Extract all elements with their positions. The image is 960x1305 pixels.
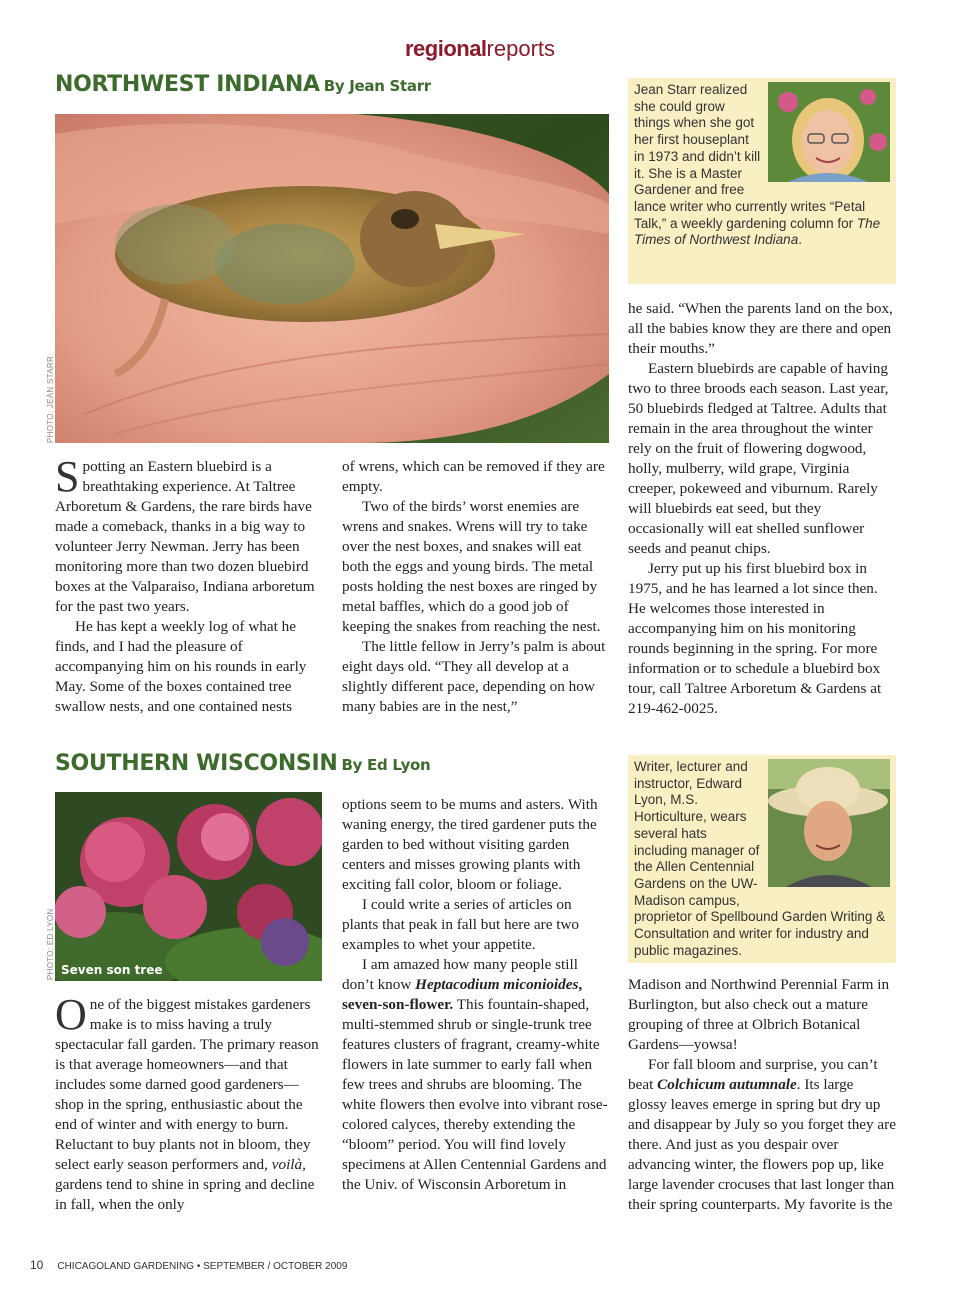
sw-title-block [55,751,430,776]
section-header [0,36,960,62]
seven-son-tree-photo [55,792,322,981]
nw-sidebar-text: Jean Starr realized she could grow things when she got her first houseplant in 1973 and didn’t kill it. She is a Master Gardener and free lance writer who currently writes “Petal Talk,” a weekly gardening column for [634,82,866,231]
nw-column-3 [628,299,896,719]
sw-column-1 [55,990,321,1215]
nw-dropcap: S [55,452,80,501]
page-footer [30,1258,347,1272]
sw-col3-p2a: For fall bloom and surprise, you can’t beat [628,1056,878,1093]
sw-col2-p2: I could write a series of articles on plants that peak in fall but here are two examples to whet your appetite. [342,896,580,953]
jean-starr-portrait [768,82,890,187]
nw-column-1 [55,452,321,717]
nw-sidebar-end: . [798,232,802,248]
nw-col3-p3: Jerry put up his first bluebird box in 1975, and he has learned a lot since then. He welcomes those interested in accompanying him on his monitoring rounds beginning in the spring. For more information or to schedule a bluebird box tour, call Taltree Arboretum & Gardens at 219-462-0025. [628,560,882,717]
header-light: reports [486,36,556,61]
nw-col2-p2: Two of the birds’ worst enemies are wrens and snakes. Wrens will try to take over the nest boxes, and snakes will eat both the eggs and young birds. The metal posts holding the nest boxes are ringed by metal baffles, which do a good job of keeping the snakes from reaching the nest. [342,498,601,635]
bluebird-photo [55,114,609,443]
flower-illustration [55,792,322,981]
nw-col3-p1: he said. “When the parents land on the box, all the babies know they are there and open their mouths.” [628,300,893,357]
header-bold: regional [404,36,487,61]
nw-col1-p2: He has kept a weekly log of what he finds, and I had the pleasure of accompanying him on his rounds in early May. Some of the boxes contained tree swallow nests, and one contained nests [55,618,307,715]
sw-col1-p1b: , gardens tend to shine in spring and decline in fall, when the only [55,1156,315,1213]
nw-sidebar-italic: The Times of Northwest Indiana [634,215,881,248]
sw-col3-p1: Madison and Northwind Perennial Farm in Burlington, but also check out a mature grouping of three at Olbrich Botanical Gardens—yowsa! [628,976,890,1053]
jean-starr-illustration [768,82,890,182]
sw-photo-credit: PHOTO: ED LYON [46,908,55,980]
sw-col1-p1i: voilà [271,1156,303,1173]
sw-sidebar-bio: Writer, lecturer and instructor, Edward Lyon, M.S. Horticulture, wears several hats including manager of the Allen Centennial Gardens on the UW-Madison campus, proprietor of Spellbound Garden Writing & Consultation and writer for industry and public magazines. [634,759,886,958]
nw-title-block [55,72,431,97]
sw-column-3 [628,975,896,1215]
bluebird-illustration [55,114,609,443]
sw-title: SOUTHERN WISCONSIN [55,751,338,776]
page-number: 10 [30,1258,44,1272]
footer-text: CHICAGOLAND GARDENING • SEPTEMBER / OCTOBER 2009 [57,1261,348,1272]
sw-col2-p3a: I am amazed how many people still don’t know [342,956,578,993]
ed-lyon-illustration [768,759,890,887]
sw-author-sidebar [628,755,896,963]
sw-col2-p3c: This fountain-shaped, multi-stemmed shrub or single-trunk tree features clusters of fragrant, creamy-white flowers in late summer to early fall when few trees and shrubs are blooming. The white flowers then evolve into vibrant rose-colored calyces, thereby extending the “bloom” period. You will find lovely specimens at Allen Centennial Gardens and the Univ. of Wisconsin Arboretum in [342,996,608,1193]
sw-col2-p3b: , seven-son-flower. [342,976,583,1013]
nw-byline: By Jean Starr [323,77,431,95]
sw-col3-p2b: . Its large glossy leaves emerge in spring but dry up and disappear by July so you forget they are there. And just as you despair over advancing winter, the flowers pop up, like large lavender crocuses that last longer than their spring counterparts. My favorite is the [628,1076,896,1213]
nw-col1-p1: potting an Eastern bluebird is a breathtaking experience. At Taltree Arboretum & Gardens, the rare birds have made a comeback, thanks in a big way to volunteer Jerry Newman. Jerry has been monitoring more than two dozen bluebird boxes at the Valparaiso, Indiana arboretum for the past two years. [55,458,315,615]
nw-author-sidebar [628,78,896,284]
sw-column-2 [342,795,608,1195]
nw-column-2 [342,457,608,717]
sw-col2-p3i: Heptacodium miconioides [415,976,579,993]
nw-photo-credit: PHOTO: JEAN STARR [46,355,55,443]
nw-title: NORTHWEST INDIANA [55,72,320,97]
sw-dropcap: O [55,990,87,1039]
nw-col3-p2: Eastern bluebirds are capable of having two to three broods each season. Last year, 50 bluebirds fledged at Taltree. Adults that remain in the area throughout the winter rely on the fruit of flowering dogwood, holly, mulberry, wild grape, Virginia creeper, pokeweed and viburnum. Rarely will bluebirds eat seed, but they occasionally will eat shelled sunflower seeds and peanut chips. [628,360,889,557]
sw-photo-caption: Seven son tree [61,963,163,977]
ed-lyon-portrait [768,759,890,892]
sw-col3-p2i: Colchicum autumnale [657,1076,797,1093]
nw-col2-p1: of wrens, which can be removed if they are empty. [342,458,605,495]
sw-col2-p1: options seem to be mums and asters. With waning energy, the tired gardener puts the garden to bed without visiting garden centers and misses growing plants with exciting fall color, bloom or foliage. [342,796,598,893]
sw-col1-p1a: ne of the biggest mistakes gardeners make is to miss having a truly spectacular fall garden. The primary reason is that average homeowners—and that includes some darned good gardeners—shop in the spring, enthusiastic about the end of winter and with energy to burn. Reluctant to buy plants not in bloom, they select early season performers and, [55,996,319,1173]
sw-byline: By Ed Lyon [341,756,431,774]
nw-col2-p3: The little fellow in Jerry’s palm is about eight days old. “They all develop at a slightly different pace, depending on how many babies are in the nest,” [342,638,606,715]
